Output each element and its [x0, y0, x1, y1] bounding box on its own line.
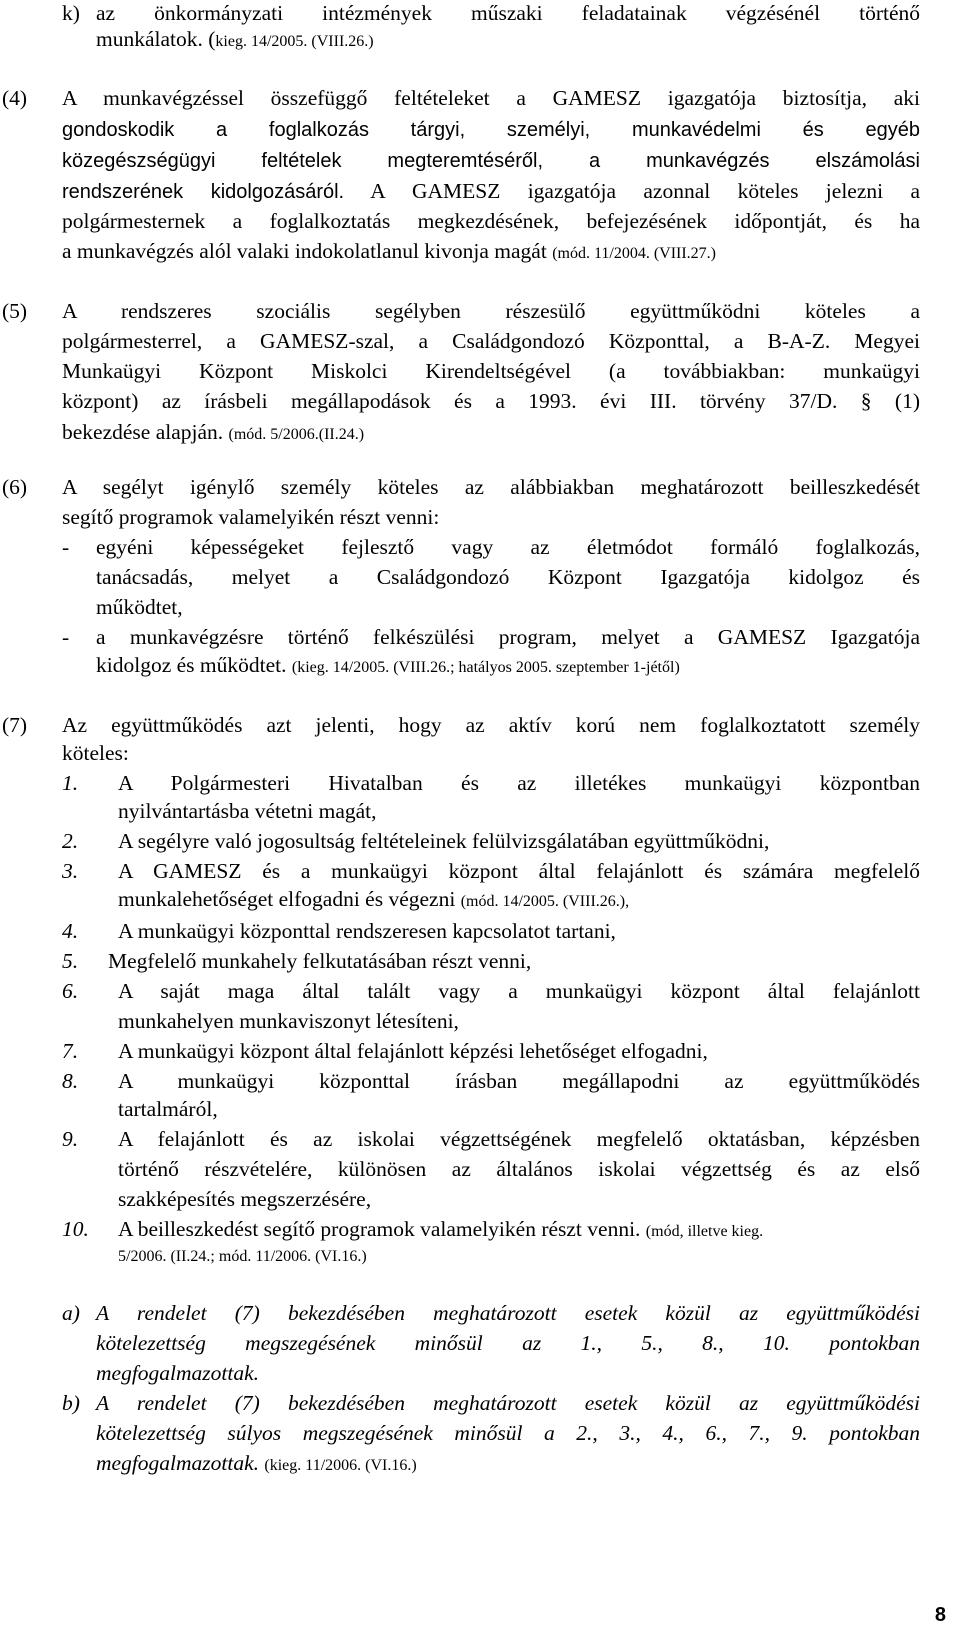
k-item-line-1: az önkormányzati intézmények műszaki feladatainak végzésénél történő — [96, 1, 920, 25]
para6-line-2: segítő programok valamelyikén részt venni: — [62, 505, 440, 529]
para7-line-1: Az együttműködés azt jelenti, hogy az aktív korú nem foglalkoztatott személy — [62, 713, 920, 737]
list-item-9-line-3: szakképesítés megszerzésére, — [118, 1187, 372, 1211]
list-number: 2. — [62, 829, 79, 853]
note-b-line-2: kötelezettség súlyos megszegésének minősül a 2., 3., 4., 6., 7., 9. pontokban — [96, 1421, 920, 1445]
amendment-note: (mód. 11/2004. (VIII.27.) — [552, 245, 717, 262]
list-number: 6. — [62, 979, 79, 1003]
list-item-3-line-2: munkalehetőséget elfogadni és végezni (mód. 14/2005. (VIII.26.), — [118, 887, 630, 911]
bullet-dash: - — [62, 625, 70, 649]
list-item-5-line-1: Megfelelő munkahely felkutatásában részt venni, — [108, 949, 532, 973]
list-number: 4. — [62, 919, 79, 943]
list-item-10-line-1: A beilleszkedést segítő programok valamelyikén részt venni. (mód, illetve kieg. — [118, 1217, 764, 1241]
para4-line-3: közegészségügyi feltételek megteremtéséről, a munkavégzés elszámolási — [62, 150, 920, 172]
paragraph-number-7: (7) — [2, 713, 28, 737]
bullet-2-line-2: kidolgoz és működtet. (kieg. 14/2005. (VIII.26.; hatályos 2005. szeptember 1-jétől) — [96, 653, 680, 677]
para6-line-1: A segélyt igénylő személy köteles az alábbiakban meghatározott beilleszkedését — [62, 475, 920, 499]
list-number: 5. — [62, 949, 79, 973]
bullet-1-line-3: működtet, — [96, 595, 183, 619]
note-label-a: a) — [62, 1301, 80, 1325]
amendment-note: (kieg. 11/2006. (VI.16.) — [264, 1457, 417, 1474]
note-b-line-3: megfogalmazottak. (kieg. 11/2006. (VI.16.) — [96, 1451, 417, 1475]
list-item-10-line-2: 5/2006. (II.24.; mód. 11/2006. (VI.16.) — [118, 1248, 367, 1265]
list-item-7-line-1: A munkaügyi központ által felajánlott képzési lehetőséget elfogadni, — [118, 1039, 708, 1063]
para5-line-5: bekezdése alapján. (mód. 5/2006.(II.24.) — [62, 420, 365, 444]
list-item-6-line-1: A saját maga által talált vagy a munkaügyi központ által felajánlott — [118, 979, 920, 1003]
list-number: 10. — [62, 1217, 89, 1241]
paragraph-number-6: (6) — [2, 475, 28, 499]
para5-line-2: polgármesterrel, a GAMESZ-szal, a Családgondozó Központtal, a B-A-Z. Megyei — [62, 329, 920, 353]
list-item-1-line-1: A Polgármesteri Hivatalban és az illetékes munkaügyi központban — [118, 771, 920, 795]
note-label-b: b) — [62, 1391, 80, 1415]
bullet-1-line-1: egyéni képességeket fejlesztő vagy az életmódot formáló foglalkozás, — [96, 535, 920, 559]
paragraph-number-4: (4) — [2, 86, 28, 110]
list-item-9-line-2: történő részvételére, különösen az általános iskolai végzettség és az első — [118, 1157, 920, 1181]
para7-line-2: köteles: — [62, 741, 129, 765]
list-number: 9. — [62, 1127, 79, 1151]
note-a-line-2: kötelezettség megszegésének minősül az 1., 5., 8., 10. pontokban — [96, 1331, 920, 1355]
list-item-9-line-1: A felajánlott és az iskolai végzettségének megfelelő oktatásban, képzésben — [118, 1127, 920, 1151]
bullet-2-line-1: a munkavégzésre történő felkészülési program, melyet a GAMESZ Igazgatója — [96, 625, 920, 649]
item-label-k: k) — [62, 1, 80, 25]
list-item-2-line-1: A segélyre való jogosultság feltételeinek felülvizsgálatában együttműködni, — [118, 829, 770, 853]
list-item-6-line-2: munkahelyen munkaviszonyt létesíteni, — [118, 1009, 459, 1033]
amendment-note: (mód, illetve kieg. — [645, 1223, 764, 1240]
note-a-line-1: A rendelet (7) bekezdésében meghatározott esetek közül az együttműködési — [96, 1301, 920, 1325]
list-number: 7. — [62, 1039, 79, 1063]
note-a-line-3: megfogalmazottak. — [96, 1361, 260, 1385]
bullet-dash: - — [62, 535, 70, 559]
list-number: 1. — [62, 771, 79, 795]
para5-line-1: A rendszeres szociális segélyben részesülő együttműködni köteles a — [62, 299, 920, 323]
note-b-line-1: A rendelet (7) bekezdésében meghatározott esetek közül az együttműködési — [96, 1391, 920, 1415]
bullet-1-line-2: tanácsadás, melyet a Családgondozó Központ Igazgatója kidolgoz és — [96, 565, 920, 589]
para4-line-6: a munkavégzés alól valaki indokolatlanul kivonja magát (mód. 11/2004. (VIII.27.) — [62, 239, 717, 263]
para4-line-1: A munkavégzéssel összefüggő feltételeket a GAMESZ igazgatója biztosítja, aki — [62, 86, 920, 110]
para4-line-4: rendszerének kidolgozásáról. A GAMESZ igazgatója azonnal köteles jelezni a — [62, 179, 920, 203]
list-item-1-line-2: nyilvántartásba vétetni magát, — [118, 799, 377, 823]
amendment-note: (mód. 14/2005. (VIII.26.), — [460, 893, 630, 910]
k-item-line-2: munkálatok. (kieg. 14/2005. (VIII.26.) — [96, 27, 374, 51]
list-item-8-line-1: A munkaügyi központtal írásban megállapodni az együttműködés — [118, 1069, 920, 1093]
amendment-note: kieg. 14/2005. (VIII.26.) — [215, 33, 374, 50]
paragraph-number-5: (5) — [2, 299, 28, 323]
para4-line-5: polgármesternek a foglalkoztatás megkezdésének, befejezésének időpontját, és ha — [62, 209, 920, 233]
para4-line-2: gondoskodik a foglalkozás tárgyi, személyi, munkavédelmi és egyéb — [62, 119, 920, 141]
para5-line-4: központ) az írásbeli megállapodások és a 1993. évi III. törvény 37/D. § (1) — [62, 389, 920, 413]
list-number: 8. — [62, 1069, 79, 1093]
list-item-3-line-1: A GAMESZ és a munkaügyi központ által felajánlott és számára megfelelő — [118, 859, 920, 883]
amendment-note: (kieg. 14/2005. (VIII.26.; hatályos 2005. szeptember 1-jétől) — [291, 659, 680, 676]
amendment-note: (mód. 5/2006.(II.24.) — [228, 426, 365, 443]
para5-line-3: Munkaügyi Központ Miskolci Kirendeltségével (a továbbiakban: munkaügyi — [62, 359, 920, 383]
list-item-4-line-1: A munkaügyi központtal rendszeresen kapcsolatot tartani, — [118, 919, 616, 943]
list-number: 3. — [62, 859, 79, 883]
list-item-8-line-2: tartalmáról, — [118, 1097, 218, 1121]
page-number: 8 — [934, 1604, 946, 1626]
